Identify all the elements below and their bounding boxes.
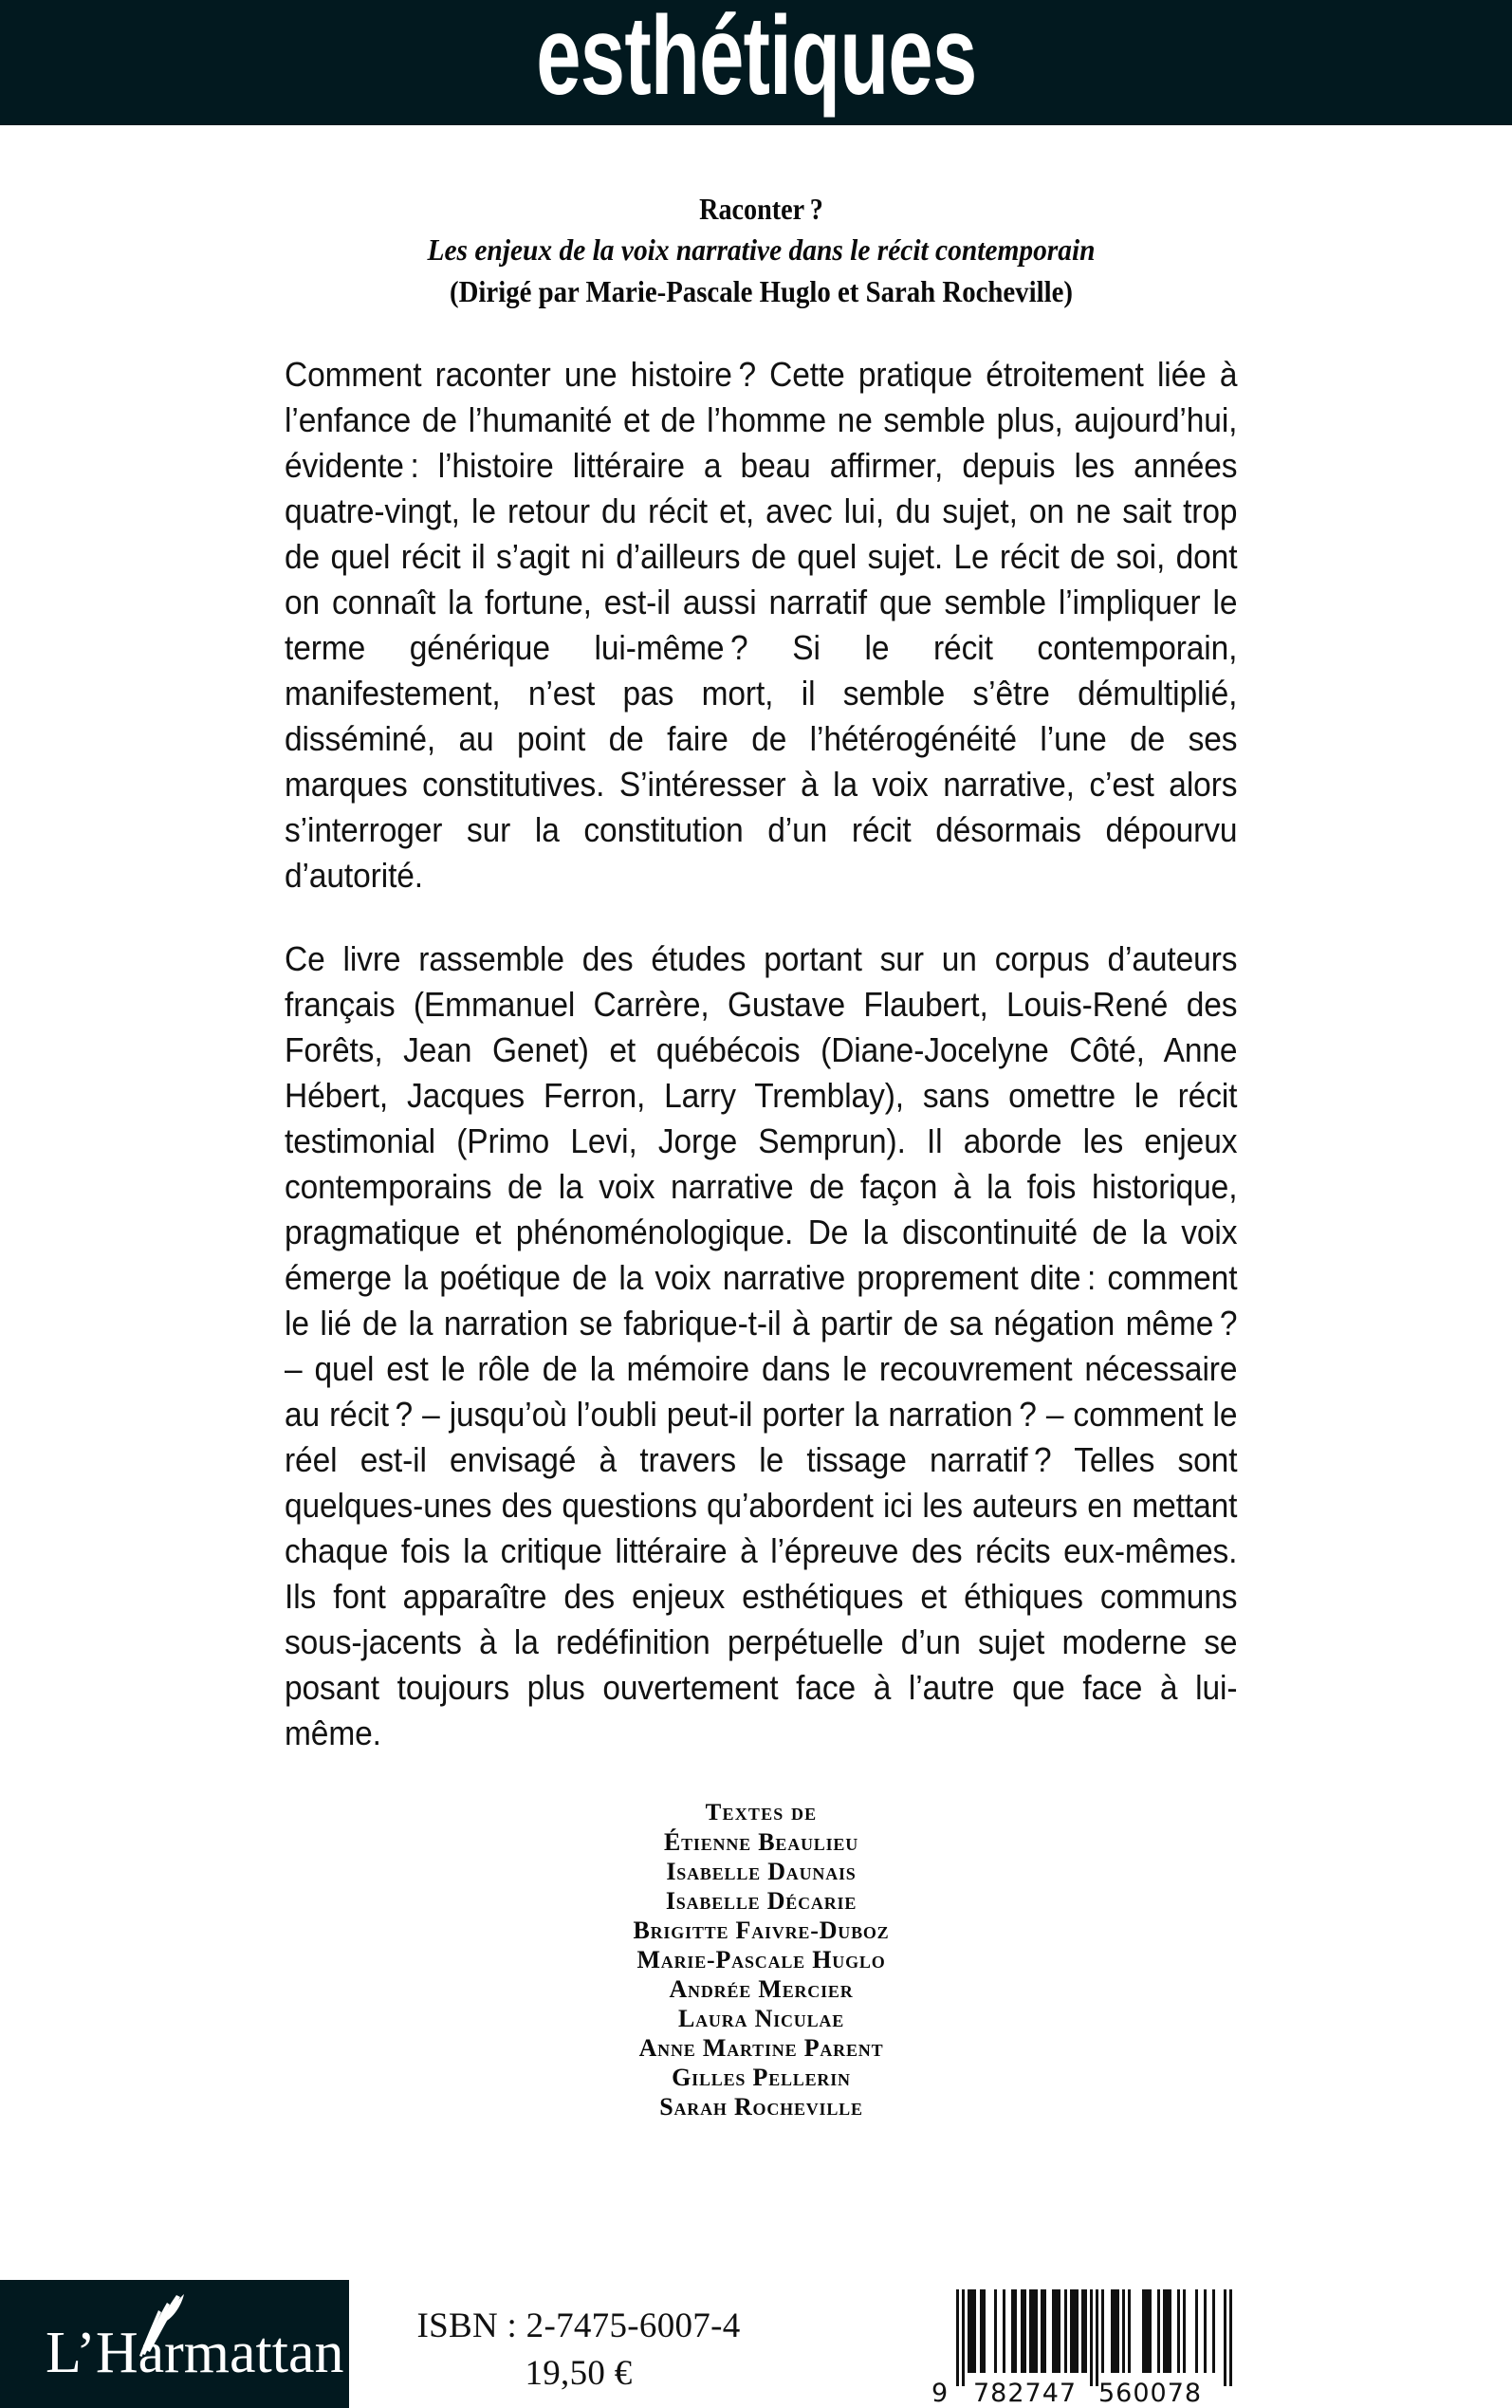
contributor-name: Andrée Mercier	[669, 1974, 854, 2003]
contributor-name: Isabelle Décarie	[665, 1886, 857, 1915]
publisher-wordmark: L’Harmattan	[46, 2321, 344, 2385]
contributor-name: Étienne Beaulieu	[663, 1827, 859, 1856]
barcode-digits	[930, 2379, 1252, 2408]
barcode-right-group: 560078	[1098, 2379, 1203, 2408]
contributor-name: Marie-Pascale Huglo	[636, 1945, 886, 1973]
series-banner	[0, 0, 1512, 125]
book-subtitle: Les enjeux de la voix narrative dans le récit contemporain	[427, 232, 1096, 268]
isbn-price-block	[379, 2303, 778, 2398]
publisher-logo	[0, 2280, 349, 2408]
contributors-list	[285, 1798, 1238, 2121]
contributor-name: Brigitte Faivre-Duboz	[633, 1916, 890, 1944]
blurb	[285, 352, 1238, 1756]
blurb-paragraph-2: Ce livre rassemble des études portant sur un corpus d’auteurs français (Emmanuel Carrère, Gustave Flaubert, Louis-René des Forêts, Jean Genet) et québécois (Diane-Jocelyne Côté, Anne Hébert, Jacques Ferron, Larry Tremblay), sans omettre le récit testimonial (Primo Levi, Jorge Semprun). Il aborde les enjeux contemporains de la voix narrative de façon à la fois historique, pragmatique et phénoménologique. De la discontinuité de la voix émerge la poétique de la voix narrative proprement dite : comment le lié de la narration se fabrique-t-il à partir de sa négation même ? – quel est le rôle de la mémoire dans le recouvrement nécessaire au récit ? – jusqu’où l’oubli peut-il porter la narration ? – comment le réel est-il envisagé à travers le tissage narratif ? Telles sont quelques-unes des questions qu’abordent ici les auteurs en mettant chaque fois la critique littéraire à l’épreuve des récits eux-mêmes. Ils font apparaître des enjeux esthétiques et éthiques communs sous-jacents à la redéfinition perpétuelle d’un sujet moderne se posant toujours plus ouvertement face à l’autre que face à lui-même.	[285, 938, 1238, 1752]
contributor-name: Isabelle Daunais	[666, 1857, 857, 1885]
contributors-heading: Textes de	[705, 1799, 818, 1825]
back-cover-content	[285, 125, 1238, 2121]
barcode-left-group: 782747	[973, 2379, 1078, 2408]
contributor-name: Gilles Pellerin	[672, 2063, 851, 2091]
contributor-name: Laura Niculae	[677, 2004, 845, 2032]
blurb-paragraph-1: Comment raconter une histoire ? Cette pratique étroitement liée à l’enfance de l’humanité et de l’homme ne semble plus, aujourd’hui, évidente : l’histoire littéraire a beau affirmer, depuis les années quatre-vingt, le retour du récit et, avec lui, du sujet, on ne sait trop de quel récit il s’agit ni d’ailleurs de quel sujet. Le récit de soi, dont on connaît la fortune, est-il aussi narratif que semble l’impliquer le terme générique lui-même ? Si le récit contemporain, manifestement, n’est pas mort, il semble s’être démultiplié, disséminé, au point de faire de l’hétérogénéité l’une de ses marques constitutives. S’intéresser à la voix narrative, c’est alors s’interroger sur la constitution d’un récit désormais dépourvu d’autorité.	[285, 354, 1238, 895]
price-text: 19,50 €	[525, 2354, 633, 2393]
cover-footer	[0, 2280, 1512, 2408]
book-title-main: Raconter ?	[699, 192, 823, 226]
book-title-block	[285, 125, 1238, 310]
ean13-barcode	[930, 2288, 1252, 2408]
series-title: esthétiques	[535, 0, 977, 119]
barcode-lead-digit: 9	[931, 2379, 950, 2408]
isbn-text: ISBN : 2-7475-6007-4	[416, 2306, 741, 2345]
contributor-name: Anne Martine Parent	[638, 2033, 884, 2062]
book-editors: (Dirigé par Marie-Pascale Huglo et Sarah Rocheville)	[450, 273, 1073, 308]
barcode-bars	[956, 2289, 1233, 2380]
contributor-name: Sarah Rocheville	[659, 2092, 863, 2121]
